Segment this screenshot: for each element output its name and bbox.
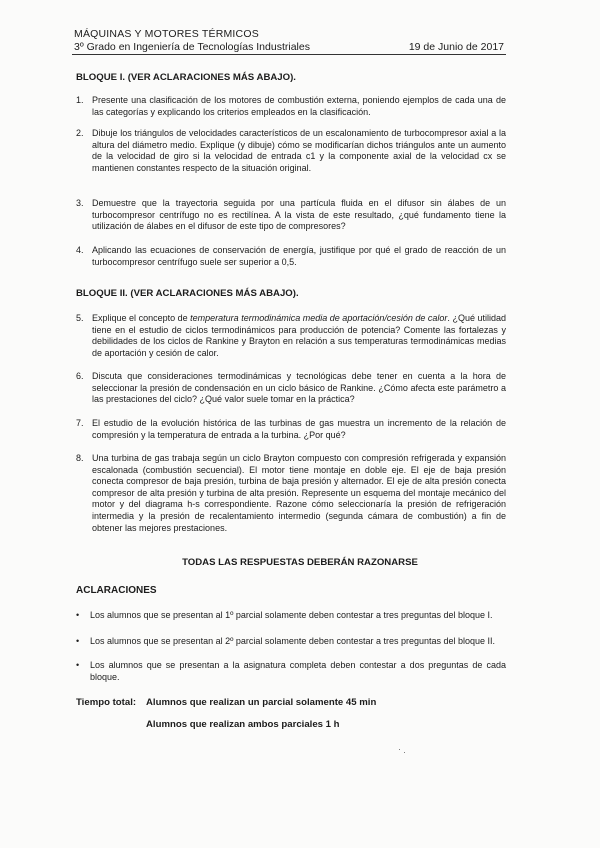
scan-speck [399, 749, 400, 750]
time-both: Alumnos que realizan ambos parciales 1 h [146, 719, 340, 730]
q5-emphasis: temperatura termodinámica media de aportación/cesión de calor [190, 313, 448, 323]
question-number: 2. [76, 128, 84, 138]
clarifications-title: ACLARACIONES [76, 585, 157, 596]
question-3 [76, 198, 506, 233]
question-text: Una turbina de gas trabaja según un ciclo Brayton compuesto con compresión refrigerada y expansión escalonada (combustión secuencial). El motor tiene montaje en doble eje. El eje de baja presión conecta compresor de baja presión, turbina de baja presión y alternador. El eje de alta presión conecta compresor de alta presión y turbina de alta presión. Represente un esquema del montaje mecánico del motor y del diagrama h-s correspondiente. Razone cómo seleccionaría la presión de refrigeración intermedia y la presión de recalentamiento intermedio (segunda cámara de combustión) a fin de obtener las mejores prestaciones. [92, 453, 506, 533]
block1-title: BLOQUE I. (VER ACLARACIONES MÁS ABAJO). [76, 72, 296, 83]
question-text: El estudio de la evolución histórica de las turbinas de gas muestra un incremento de la relación de compresión y la temperatura de entrada a la turbina. ¿Por qué? [92, 418, 506, 440]
question-5 [76, 313, 506, 359]
question-1 [76, 95, 506, 118]
block2-title: BLOQUE II. (VER ACLARACIONES MÁS ABAJO). [76, 288, 299, 299]
question-7 [76, 418, 506, 441]
clarification-item: • Los alumnos que se presentan al 2º parcial solamente deben contestar a tres preguntas del bloque II. [76, 636, 496, 646]
program-name: 3º Grado en Ingeniería de Tecnologías Industriales [74, 41, 310, 53]
question-text: Demuestre que la trayectoria seguida por una partícula fluida en el difusor sin álabes de un turbocompresor centrífugo no es rectilínea. A la vista de este resultado, ¿qué fundamento tiene la utilización de álabes en el difusor de este tipo de compresores? [92, 198, 506, 232]
scan-speck [404, 752, 405, 753]
course-title: MÁQUINAS Y MOTORES TÉRMICOS [74, 28, 259, 40]
question-text: Presente una clasificación de los motores de combustión externa, poniendo ejemplos de cada una de las categorías y explicando los criterios empleados en la clasificación. [92, 95, 506, 117]
question-number: 4. [76, 245, 84, 255]
header-divider [72, 54, 506, 55]
exam-date: 19 de Junio de 2017 [408, 41, 504, 53]
question-8 [76, 453, 506, 534]
bullet-icon: • [76, 610, 80, 620]
question-text: Dibuje los triángulos de velocidades característicos de un escalonamiento de turbocompresor axial a la altura del diámetro medio. Explique (y dibuje) cómo se modificarían dichos triángulos ante un aumento de la velocidad de giro si la velocidad de entrada c1 y la componente axial de la velocidad cx se mantienen constantes respecto de la situación original. [92, 128, 506, 173]
question-number: 3. [76, 198, 84, 208]
question-2 [76, 128, 506, 174]
question-number: 5. [76, 313, 84, 323]
question-number: 1. [76, 95, 84, 105]
clarification-item: • Los alumnos que se presentan al 1º parcial solamente deben contestar a tres preguntas del bloque I. [76, 610, 493, 620]
question-text: Discuta que consideraciones termodinámicas y tecnológicas debe tener en cuenta a la hora de seleccionar la presión de condensación en un ciclo básico de Rankine. ¿Cómo afecta este parámetro a las prestaciones del ciclo? ¿Qué valor suele tomar en la práctica? [92, 371, 506, 405]
question-6 [76, 371, 506, 406]
question-4 [76, 245, 506, 268]
q5-lead: Explique el concepto de [92, 313, 191, 323]
question-number: 8. [76, 453, 84, 463]
question-text: Aplicando las ecuaciones de conservación de energía, justifique por qué el grado de reacción de un turbocompresor centrífugo suele ser superior a 0,5. [92, 245, 506, 267]
question-number: 7. [76, 418, 84, 428]
question-number: 6. [76, 371, 84, 381]
q5-rest: . ¿Qué utilidad tiene en el estudio de ciclos termodinámicos para producción de potencia? Comente las fortalezas y debilidades de los ciclos de Rankine y Brayton en relación a sus temperaturas termodinámicas medias de aportación y cesión de calor. [92, 313, 506, 358]
time-partial: Alumnos que realizan un parcial solamente 45 min [146, 697, 377, 708]
total-time-label: Tiempo total: [76, 697, 137, 708]
bullet-icon: • [76, 660, 80, 670]
reasoning-notice: TODAS LAS RESPUESTAS DEBERÁN RAZONARSE [182, 557, 418, 568]
clarification-item: • Los alumnos que se presentan a la asignatura completa deben contestar a dos preguntas de cada bloque. [76, 660, 506, 682]
bullet-icon: • [76, 636, 80, 646]
question-text [92, 313, 506, 359]
header-line [74, 41, 504, 53]
